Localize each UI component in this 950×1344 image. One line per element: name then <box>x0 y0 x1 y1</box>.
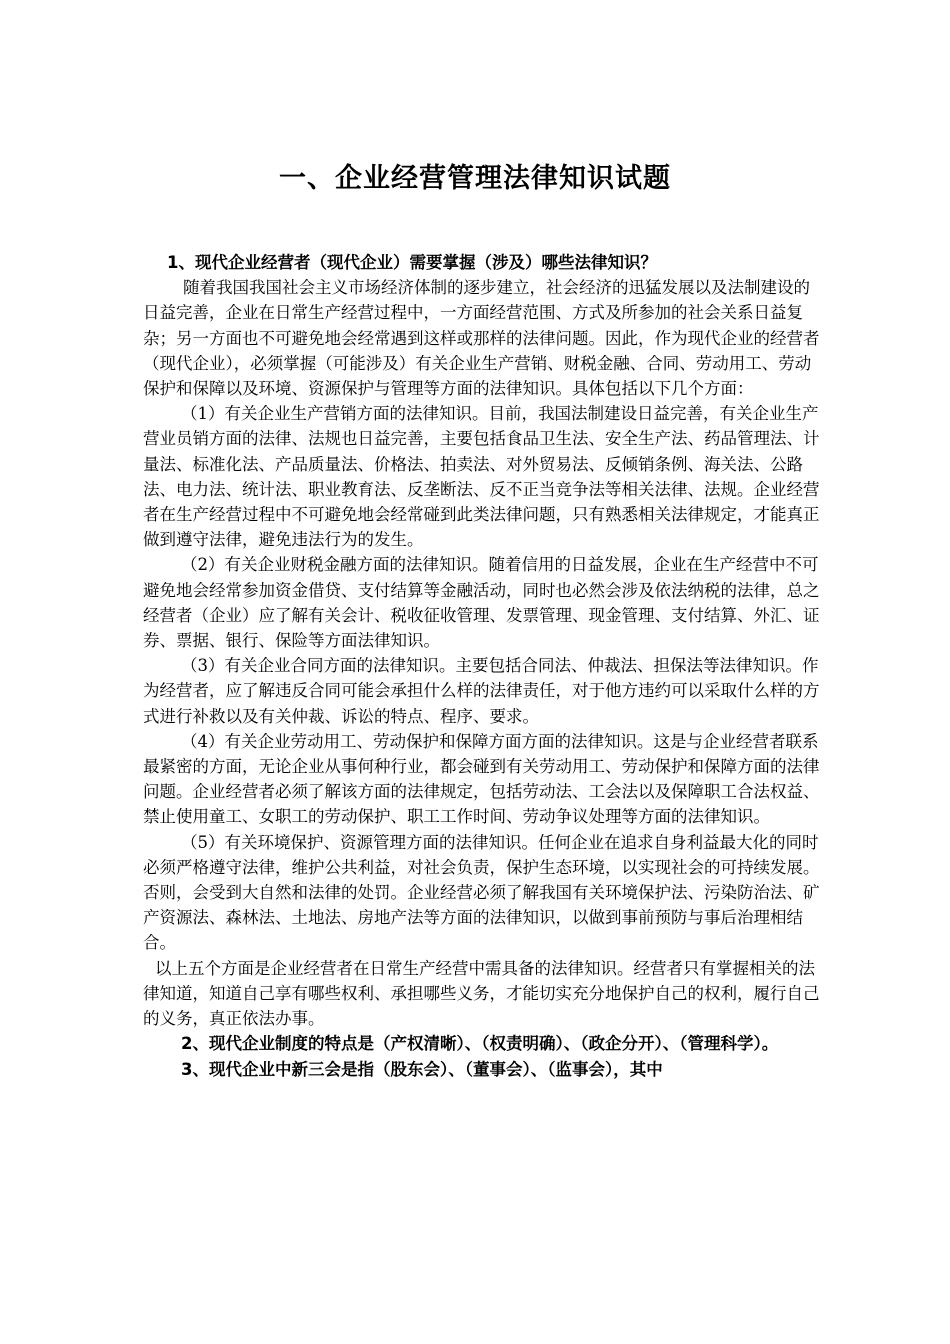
page-title: 一、企业经营管理法律知识试题 <box>279 163 671 194</box>
answer-item-3: （3）有关企业合同方面的法律知识。主要包括合同法、仲裁法、担保法等法律知识。作为经营者，应了解违反合同可能会承担什么样的法律责任，对于他方违约可以采取什么样的方式进行补救以及有关仲裁、诉讼的特点、程序、要求。 <box>143 656 820 726</box>
question-2: 2、现代企业制度的特点是（产权清晰）、（权责明确）、（政企分开）、（管理科学）。 <box>181 1034 779 1054</box>
question-3: 3、现代企业中新三会是指（股东会）、（董事会）、（监事会），其中 <box>181 1059 663 1079</box>
question-1-heading: 1、现代企业经营者（现代企业）需要掌握（涉及）哪些法律知识？ <box>167 253 657 272</box>
answer-item-5: （5）有关环境保护、资源管理方面的法律知识。任何企业在追求自身利益最大化的同时必须严格遵守法律，维护公共利益，对社会负责，保护生态环境，以实现社会的可持续发展。否则，会受到大自然和法律的处罚。企业经营必须了解我国有关环境保护法、污染防治法、矿产资源法、森林法、土地法、房地产法等方面的法律知识，以做到事前预防与事后治理相结合。 <box>143 832 820 953</box>
question-1-summary: 以上五个方面是企业经营者在日常生产经营中需具备的法律知识。经营者只有掌握相关的法律知道，知道自己享有哪些权利、承担哪些义务，才能切实充分地保护自己的权利，履行自己的义务，真正依法办事。 <box>143 958 820 1029</box>
answer-item-2: （2）有关企业财税金融方面的法律知识。随着信用的日益发展，企业在生产经营中不可避免地会经常参加资金借贷、支付结算等金融活动，同时也必然会涉及依法纳税的法律，总之经营者（企业）应了解有关会计、税收征收管理、发票管理、现金管理、支付结算、外汇、证券、票据、银行、保险等方面法律知识。 <box>143 555 820 651</box>
document-body <box>143 250 823 1082</box>
answer-item-1: （1）有关企业生产营销方面的法律知识。目前，我国法制建设日益完善，有关企业生产营业员销方面的法律、法规也日益完善，主要包括食品卫生法、安全生产法、药品管理法、计量法、标准化法、产品质量法、价格法、拍卖法、对外贸易法、反倾销条例、海关法、公路法、电力法、统计法、职业教育法、反垄断法、反不正当竞争法等相关法律、法规。企业经营者在生产经营过程中不可避免地会经常碰到此类法律问题，只有熟悉相关法律规定，才能真正做到遵守法律，避免违法行为的发生。 <box>143 404 820 550</box>
question-1-intro: 随着我国我国社会主义市场经济体制的逐步建立，社会经济的迅猛发展以及法制建设的日益完善，企业在日常生产经营过程中，一方面经营范围、方式及所参加的社会关系日益复杂；另一方面也不可避免地会经常遇到这样或那样的法律问题。因此，作为现代企业的经营者（现代企业），必须掌握（可能涉及）有关企业生产营销、财税金融、合同、劳动用工、劳动保护和保障以及环境、资源保护与管理等方面的法律知识。具体包括以下几个方面： <box>143 278 820 399</box>
answer-item-4: （4）有关企业劳动用工、劳动保护和保障方面方面的法律知识。这是与企业经营者联系最紧密的方面，无论企业从事何种行业，都会碰到有关劳动用工、劳动保护和保障方面的法律问题。企业经营者必须了解该方面的法律规定，包括劳动法、工会法以及保障职工合法权益、禁止使用童工、女职工的劳动保护、职工工作时间、劳动争议处理等方面的法律知识。 <box>143 731 820 827</box>
